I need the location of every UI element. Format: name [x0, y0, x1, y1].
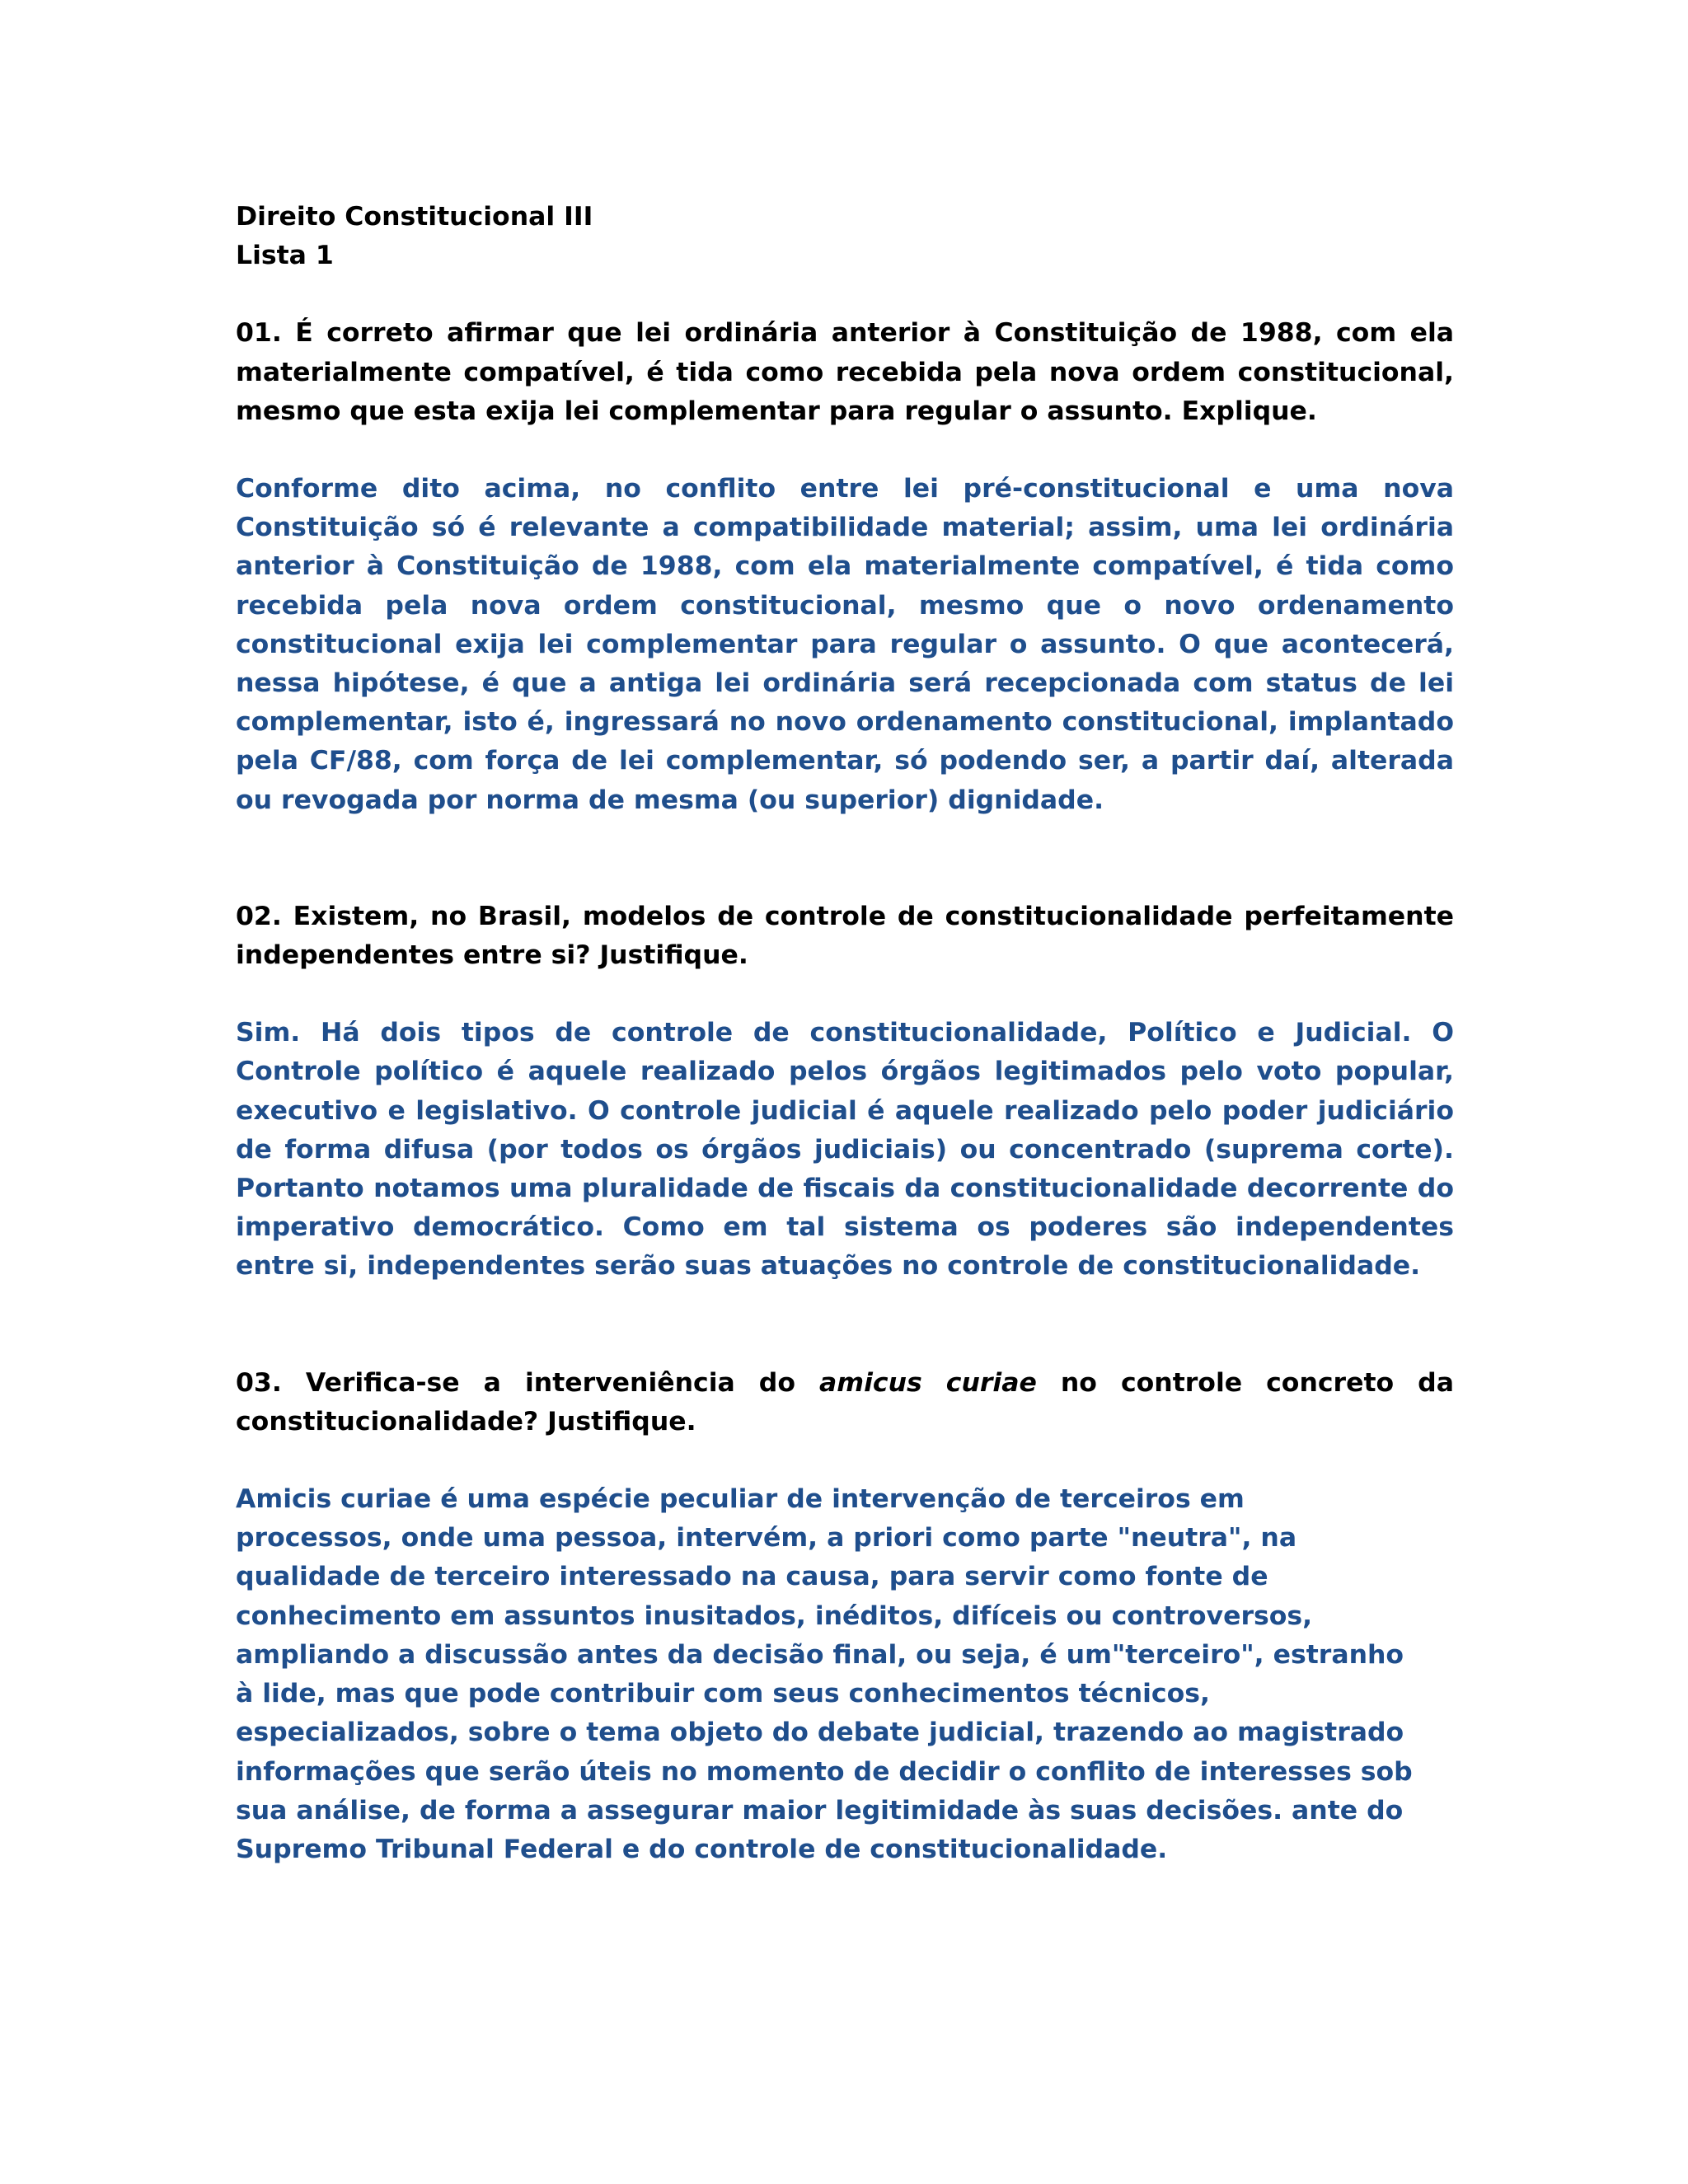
list-label: Lista 1 — [236, 241, 334, 271]
answer-3 — [236, 1480, 1454, 1869]
answer-2: Sim. Há dois tipos de controle de constitucionalidade, Político e Judicial. O Controle político é aquele realizado pelos órgãos legitimados pelo voto popular, executivo e legislativo. O controle judicial é aquele realizado pelo poder judiciário de forma difusa (por todos os órgãos judiciais) ou concentrado (suprema corte). Portanto notamos uma pluralidade de fiscais da constitucionalidade decorrente do imperativo democrático. Como em tal sistema os poderes são independentes entre si, independentes serão suas atuações no controle de constitucionalidade. — [236, 1018, 1454, 1282]
answer-3-line: à lide, mas que pode contribuir com seus conhecimentos técnicos, — [236, 1679, 1210, 1709]
spacer — [236, 1286, 1454, 1364]
spacer — [236, 431, 1454, 470]
answer-3-line: sua análise, de forma a assegurar maior legitimidade às suas decisões. ante do — [236, 1795, 1404, 1825]
question-2: 02. Existem, no Brasil, modelos de controle de constitucionalidade perfeitamente independentes entre si? Justifique. — [236, 901, 1454, 971]
document-body — [236, 198, 1454, 1869]
answer-3-line: qualidade de terceiro interessado na causa, para servir como fonte de — [236, 1562, 1268, 1592]
answer-3-line: conhecimento em assuntos inusitados, inéditos, difíceis ou controversos, — [236, 1601, 1313, 1631]
question-3-italic-term: amicus curiae — [819, 1367, 1037, 1398]
answer-1: Conforme dito acima, no conflito entre lei pré-constitucional e uma nova Constituição só é relevante a compatibilidade material; assim, uma lei ordinária anterior à Constituição de 1988, com ela materialmente compatível, é tida como recebida pela nova ordem constitucional, mesmo que o novo ordenamento constitucional exija lei complementar para regular o assunto. O que acontecerá, nessa hipótese, é que a antiga lei ordinária será recepcionada com status de lei complementar, isto é, ingressará no novo ordenamento constitucional, implantado pela CF/88, com força de lei complementar, só podendo ser, a partir daí, alterada ou revogada por norma de mesma (ou superior) dignidade. — [236, 474, 1454, 815]
answer-3-line: processos, onde uma pessoa, intervém, a priori como parte "neutra", na — [236, 1523, 1297, 1554]
answer-3-line: ampliando a discussão antes da decisão final, ou seja, é um"terceiro", estranho — [236, 1639, 1404, 1670]
question-1: 01. É correto afirmar que lei ordinária anterior à Constituição de 1988, com ela materialmente compatível, é tida como recebida pela nova ordem constitucional, mesmo que esta exija lei complementar para regular o assunto. Explique. — [236, 318, 1454, 426]
question-3 — [236, 1364, 1454, 1441]
answer-3-line: informações que serão úteis no momento de decidir o conflito de interesses sob — [236, 1756, 1413, 1787]
spacer — [236, 975, 1454, 1014]
spacer — [236, 820, 1454, 898]
answer-3-line: Amicis curiae é uma espécie peculiar de intervenção de terceiros em — [236, 1484, 1245, 1515]
answer-3-line: especializados, sobre o tema objeto do debate judicial, trazendo ao magistrado — [236, 1718, 1404, 1748]
spacer — [236, 275, 1454, 314]
question-3-prefix: 03. Verifica-se a interveniência do — [236, 1367, 820, 1398]
answer-3-line: Supremo Tribunal Federal e do controle de constitucionalidade. — [236, 1834, 1168, 1864]
course-title: Direito Constitucional III — [236, 202, 593, 232]
question-3-suffix: no controle concreto da constitucionalidade? Justifique. — [236, 1367, 1454, 1436]
spacer — [236, 1441, 1454, 1480]
